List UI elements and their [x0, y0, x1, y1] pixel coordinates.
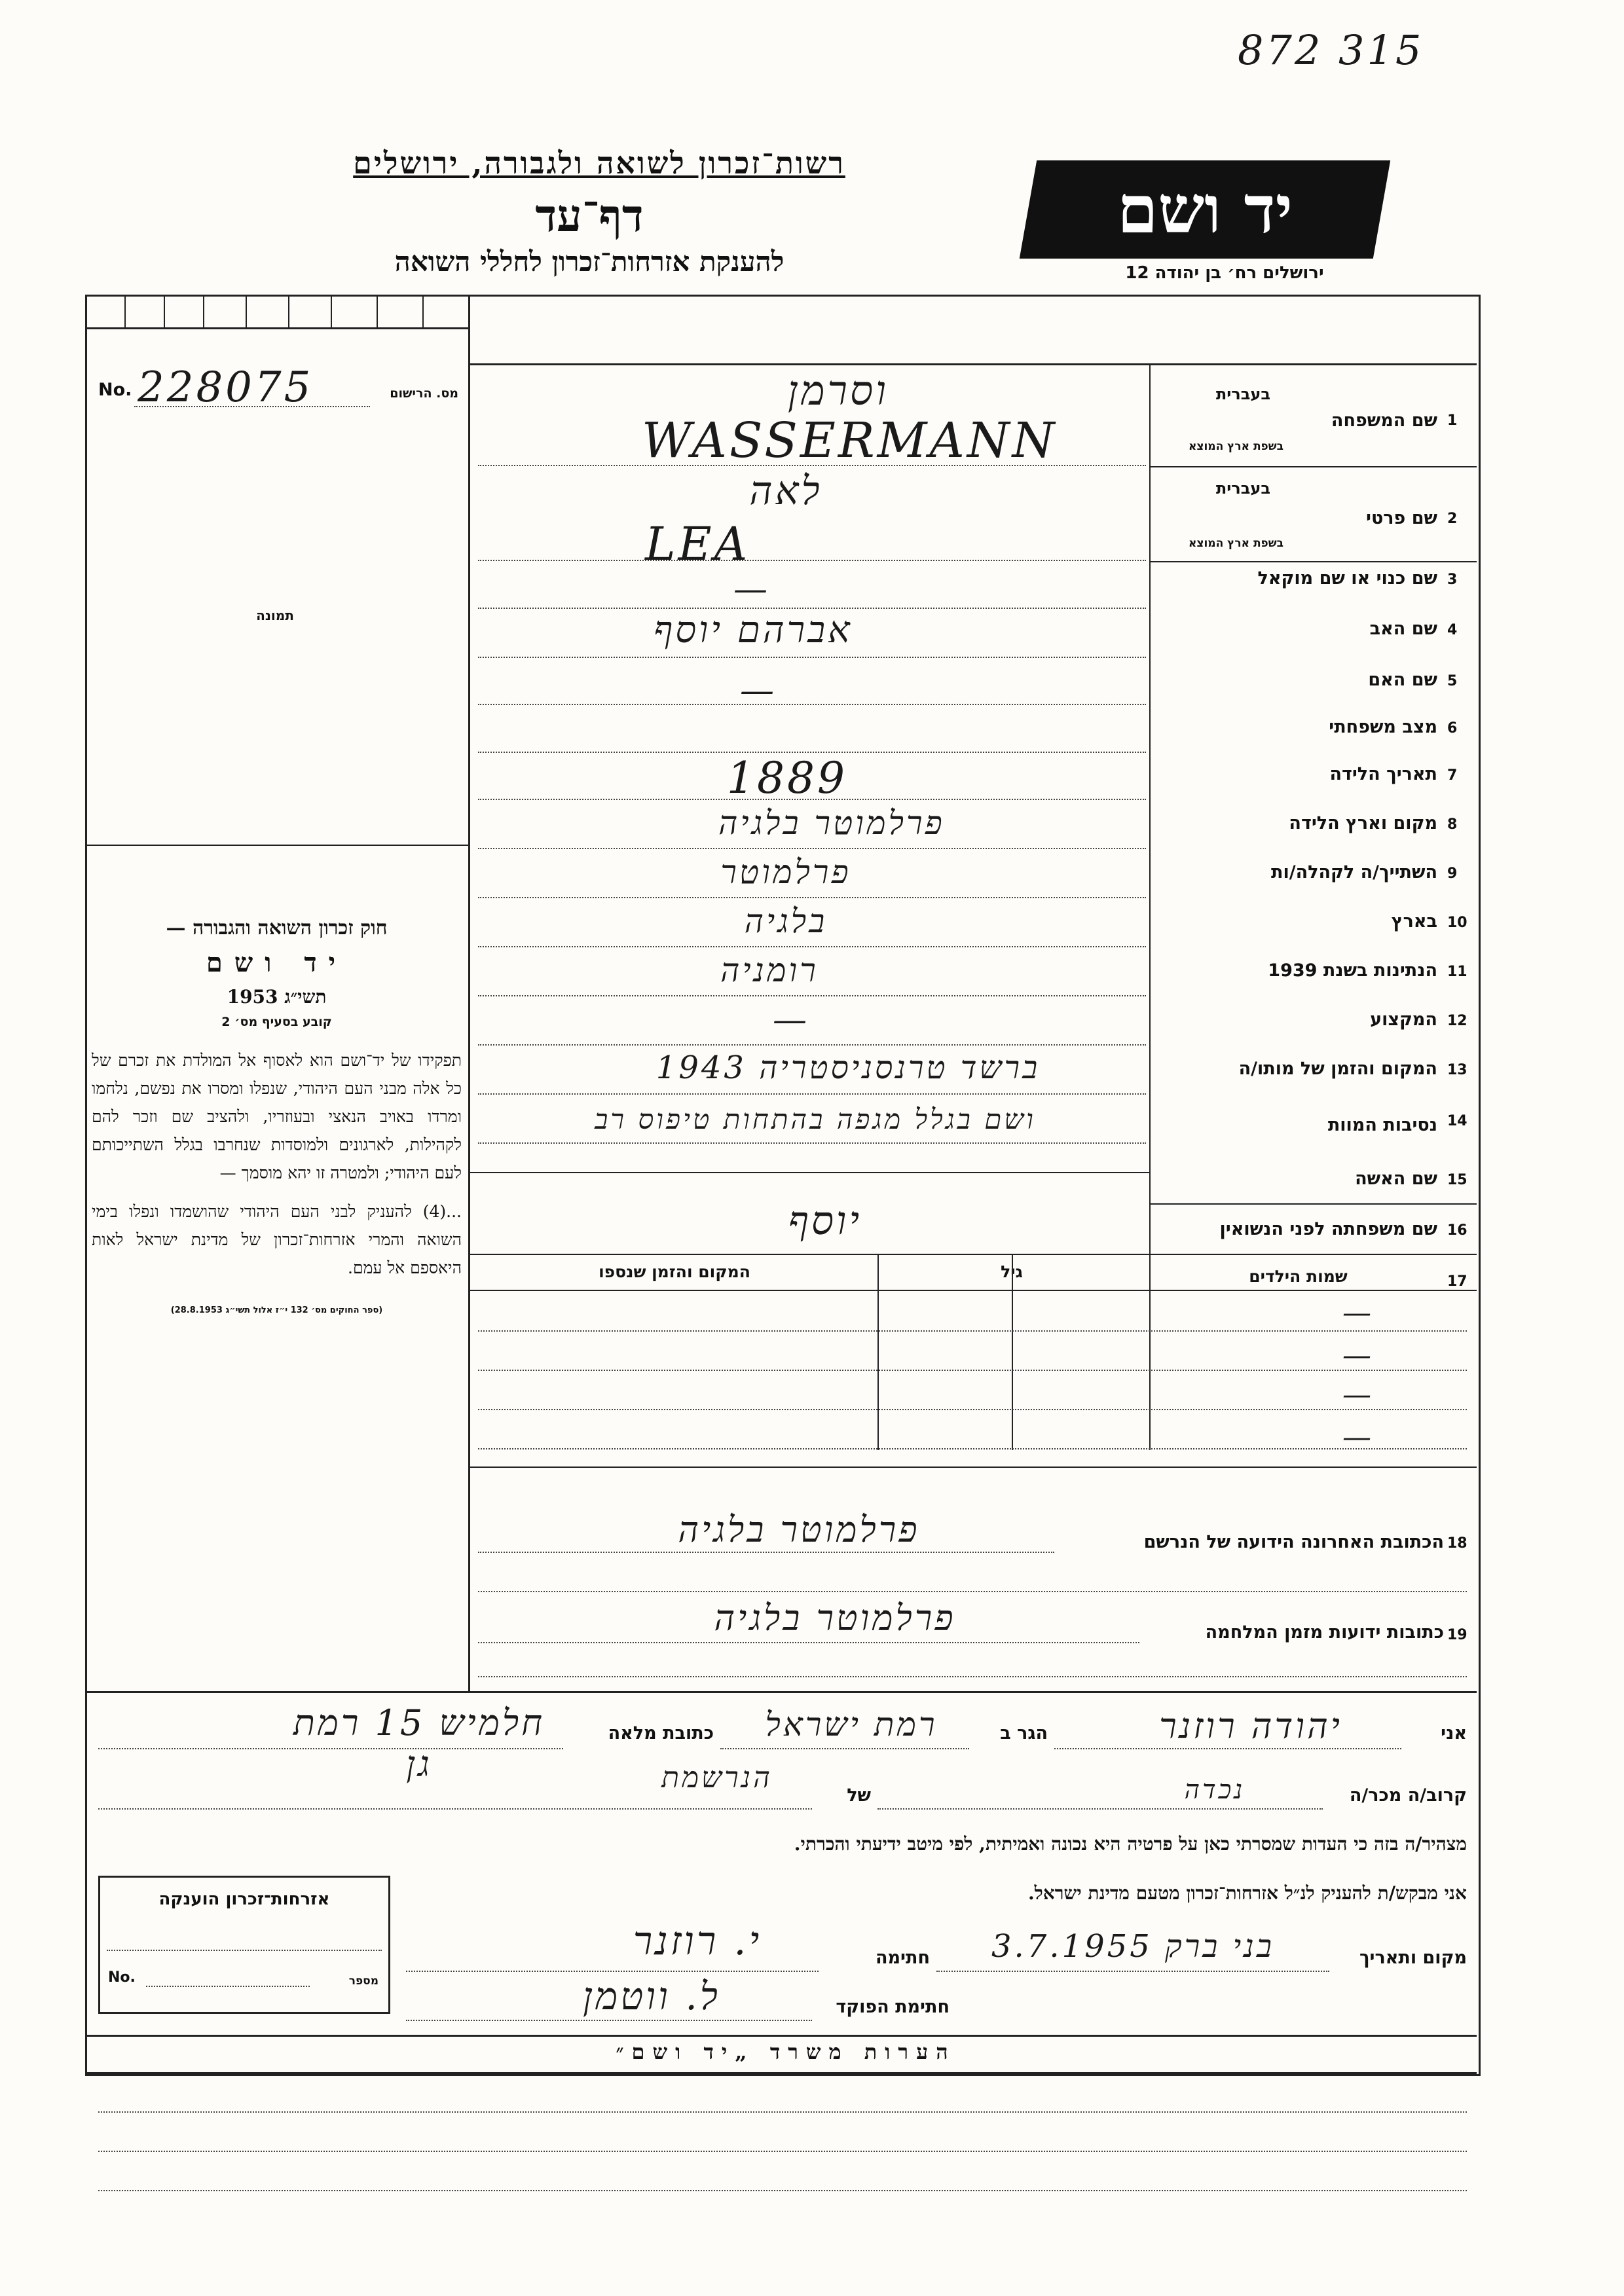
field-label-wife-name: שם האשה [1355, 1169, 1437, 1189]
resides-value: רמת ישראל [765, 1705, 938, 1743]
declaration-request: אני מבקש/ת להעניק לנ״ל אזרחות־זכרון מטעם מדינת ישראל. [1027, 1882, 1467, 1904]
field-number: 6 [1447, 720, 1458, 737]
children-header-place: המקום והזמן שנספו [599, 1262, 750, 1281]
field-sub-hebrew: בעברית [1215, 385, 1270, 403]
law-para-2: ...(4) להעניק לבני העם היהודי שהושמדו ונפלו בימי השואה והמרי אזרחות־זכרון של מדינת ישראל לאות היאספם אל עמם. [92, 1202, 462, 1277]
law-year: תשי״ג 1953 [227, 986, 327, 1008]
profession-value: — [773, 1000, 809, 1040]
full-address-value: חלמיש 15 רמת גן [293, 1702, 545, 1785]
death-place-time-value: ברשד טרנסניסטריה 1943 [655, 1049, 1041, 1086]
officer-signature-label: חתימת הפוקד [836, 1997, 950, 2017]
field-number: 7 [1447, 767, 1458, 784]
field-sub-origin: בשפת ארץ המוצא [1188, 440, 1283, 453]
relation-label: קרוב/ה מכר/ה [1349, 1785, 1467, 1806]
form-title: דף־עד [535, 190, 644, 242]
death-circumstances-value: ושם בגלל מגפה בהתחות טיפוס רב [595, 1103, 1036, 1135]
resides-label: הגר ב [1000, 1723, 1048, 1743]
mother-name-value: — [740, 671, 777, 710]
nickname-value: — [733, 570, 770, 609]
field-label-first-name: שם פרטי [1366, 508, 1437, 528]
place-date-value: בני ברק 3.7.1955 [991, 1928, 1274, 1965]
field-number: 18 [1447, 1535, 1467, 1552]
field-label-father-name: שם האב [1369, 619, 1437, 639]
field-label-community: השתייך/ה לקהלה/ות [1271, 862, 1437, 883]
office-notes-title: הערות משרד „יד ושם״ [616, 2039, 956, 2064]
logo-address: ירושלים רח׳ בן יהודה 12 [1125, 263, 1324, 283]
field-number: 14 [1447, 1113, 1467, 1129]
birth-place-value: פרלמוטר בלגיה [718, 804, 945, 842]
field-number: 19 [1447, 1627, 1467, 1643]
field-sub-origin: בשפת ארץ המוצא [1188, 537, 1283, 550]
field-number: 16 [1447, 1222, 1467, 1239]
country-value: בלגיה [744, 902, 828, 940]
of-value: הנרשמת [661, 1761, 773, 1795]
law-title: חוק זכרון השואה והגבורה — [166, 917, 388, 939]
declaration-statement: מצהיר/ה בזה כי העדות שמסרתי כאן על פרטיה היא נכונה ואמיתית, לפי מיטב ידיעתי והכרתי. [794, 1833, 1467, 1855]
law-para-1: תפקידו של יד־ושם הוא לאסוף אל המולדת את זכרם של כל אלה מבני העם היהודי, שנפלו ומסרו את נפשם, נלחמו ומרדו באויב הנאצי ובעוזריו, ולהציב שם וזכר להם לקהילות, לארגונים ולמוסדות שנחרבו בגלל השתייכותם לעם היהודי; ולמטרה זו יהא מוסמך — [92, 1051, 462, 1182]
law-clause: קובע בסעיף מס׳ 2 [221, 1015, 332, 1029]
family-name-latin: WASSERMANN [642, 412, 1058, 469]
citizenship-1939-value: רומניה [720, 951, 819, 989]
signature-label: חתימה [875, 1948, 930, 1968]
children-header-age: גיל [1001, 1262, 1023, 1281]
citizenship-box-num-label: מספר [348, 1975, 378, 1988]
first-name-latin: LEA [645, 517, 750, 571]
field-label-nickname: שם כנוי או שם מוקאל [1257, 568, 1437, 589]
reg-no-label: No. [98, 380, 132, 400]
last-address-value: פרלמוטר בלגיה [678, 1509, 920, 1550]
field-label-mother-name: שם האם [1368, 670, 1437, 690]
field-number: 12 [1447, 1013, 1467, 1029]
reg-label: מס. הרישום [390, 386, 458, 401]
field-number: 1 [1447, 412, 1458, 429]
children-header-names: שמות הילדים [1249, 1267, 1348, 1286]
family-name-hebrew: וסרמן [787, 367, 889, 414]
field-label-wartime-address: כתובות ידועות מזמן המלחמה [1205, 1622, 1444, 1643]
wartime-address-value: פרלמוטר בלגיה [714, 1597, 956, 1639]
birth-date-value: 1889 [727, 753, 847, 803]
authority-title: רשות־זכרון לשואה ולגבורה, ירושלים [353, 145, 845, 181]
form-purpose: להענקת אזרחות־זכרון לחללי השואה [394, 246, 784, 278]
citizenship-box-no-label: No. [108, 1969, 136, 1986]
field-label-death-place-time: המקום והזמן של מותו/ה [1238, 1059, 1437, 1079]
field-number: 10 [1447, 915, 1467, 931]
field-number: 9 [1447, 866, 1458, 882]
photo-label: תמונה [256, 608, 294, 623]
field-label-marital-status: מצב משפחתי [1329, 717, 1437, 737]
child-row: — [1342, 1421, 1374, 1454]
yad-vashem-logo [1020, 160, 1390, 259]
field-number: 17 [1447, 1273, 1467, 1290]
father-name-value: אברהם יוסף [654, 609, 853, 651]
first-name-hebrew: לאה [749, 468, 822, 514]
law-name: יד ושם [206, 947, 348, 978]
field-number: 2 [1447, 511, 1458, 527]
field-number: 5 [1447, 673, 1458, 689]
child-row: — [1342, 1339, 1374, 1372]
field-number: 11 [1447, 964, 1467, 980]
field-number: 8 [1447, 816, 1458, 833]
place-date-label: מקום ותאריך [1359, 1948, 1467, 1968]
law-text [92, 917, 462, 1315]
declaration-ani: אני [1441, 1723, 1467, 1743]
field-label-family-name: שם המשפחה [1331, 410, 1437, 431]
field-number: 4 [1447, 622, 1458, 638]
field-number: 15 [1447, 1172, 1467, 1188]
declarant-signature: י. רוזנר [633, 1918, 762, 1964]
corner-note: 872 315 [1238, 26, 1424, 74]
declarant-name: יהודה רוזנר [1159, 1705, 1342, 1747]
field-sub-hebrew: בעברית [1215, 479, 1270, 498]
citizenship-box [98, 1876, 390, 2014]
field-label-citizenship-1939: הנתינות בשנת 1939 [1268, 960, 1437, 981]
field-label-profession: המקצוע [1370, 1010, 1437, 1030]
child-row: — [1342, 1296, 1374, 1330]
field-label-birth-place: מקום וארץ הלידה [1289, 813, 1437, 833]
community-value: פרלמוטר [720, 853, 851, 891]
maiden-name-value: יוסף [788, 1198, 862, 1244]
officer-signature: ל. ווטמן [583, 1974, 720, 2018]
field-number: 13 [1447, 1062, 1467, 1078]
logo-text: יד ושם [1117, 171, 1293, 248]
reg-no-value: 228075 [138, 363, 314, 412]
field-label-maiden-name: שם משפחתה לפני הנשואין [1219, 1219, 1437, 1239]
citizenship-box-title: אזרחות־זכרון הוענקה [158, 1889, 330, 1909]
child-row: — [1342, 1378, 1374, 1412]
field-label-country: בארץ [1391, 911, 1437, 932]
law-ref: (ספר החוקים מס׳ 132 י״ז אלול תשי״ג 28.8.1953) [170, 1305, 383, 1315]
field-number: 3 [1447, 572, 1458, 588]
field-label-death-circumstances: נסיבות המוות [1327, 1115, 1437, 1135]
field-label-last-address: הכתובת האחרונה הידועה של הנרשם [1143, 1532, 1444, 1552]
relation-value: נכדה [1184, 1775, 1246, 1805]
of-label: של [847, 1785, 871, 1806]
full-address-label: כתובת מלאה [608, 1723, 714, 1743]
field-label-birth-date: תאריך הלידה [1329, 764, 1437, 784]
